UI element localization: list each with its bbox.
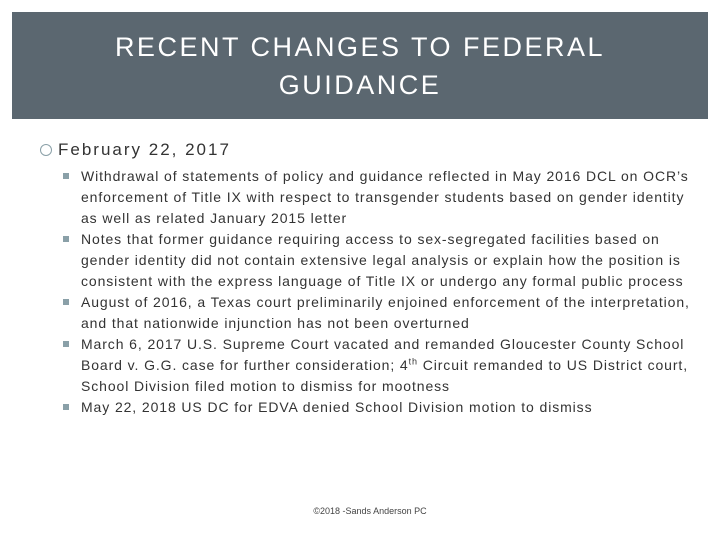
list-item [63, 292, 700, 334]
slide-title: RECENT CHANGES TO FEDERAL GUIDANCE [114, 31, 606, 100]
list-item [63, 166, 700, 229]
bullet-text: Withdrawal of statements of policy and guidance reflected in May 2016 DCL on OCR’s enforcement of Title IX with respect to transgender students based on gender identity as well as related January 2015 letter [81, 168, 689, 226]
section-heading-row [40, 140, 700, 160]
bullet-text-part: Circuit remanded to US District court, School Division filed motion to dismiss for mootness [81, 357, 688, 394]
bullet-list [40, 166, 700, 418]
square-bullet-icon [63, 299, 69, 305]
list-item [63, 334, 700, 397]
list-item [63, 397, 700, 418]
square-bullet-icon [63, 341, 69, 347]
title-banner [12, 12, 708, 119]
bullet-text: May 22, 2018 US DC for EDVA denied School Division motion to dismiss [81, 399, 593, 415]
bullet-text-part: March 6, 2017 U.S. Supreme Court vacated and remanded Gloucester County School Board v. G.G. case for further consideration; 4 [81, 336, 685, 373]
square-bullet-icon [63, 404, 69, 410]
bullet-text: August of 2016, a Texas court preliminarily enjoined enforcement of the interpretation, and that nationwide injunction has not been overturned [81, 294, 690, 331]
slide-content [40, 140, 700, 418]
superscript: th [408, 356, 418, 367]
square-bullet-icon [63, 236, 69, 242]
circle-bullet-icon [40, 144, 52, 156]
list-item [63, 229, 700, 292]
bullet-text: Notes that former guidance requiring access to sex-segregated facilities based on gender identity did not contain extensive legal analysis or explain how the position is consistent with the express language of Title IX or undergo any formal public process [81, 231, 684, 289]
copyright-footer: ©2018 -Sands Anderson PC [313, 506, 427, 516]
section-heading: February 22, 2017 [58, 140, 231, 159]
square-bullet-icon [63, 173, 69, 179]
